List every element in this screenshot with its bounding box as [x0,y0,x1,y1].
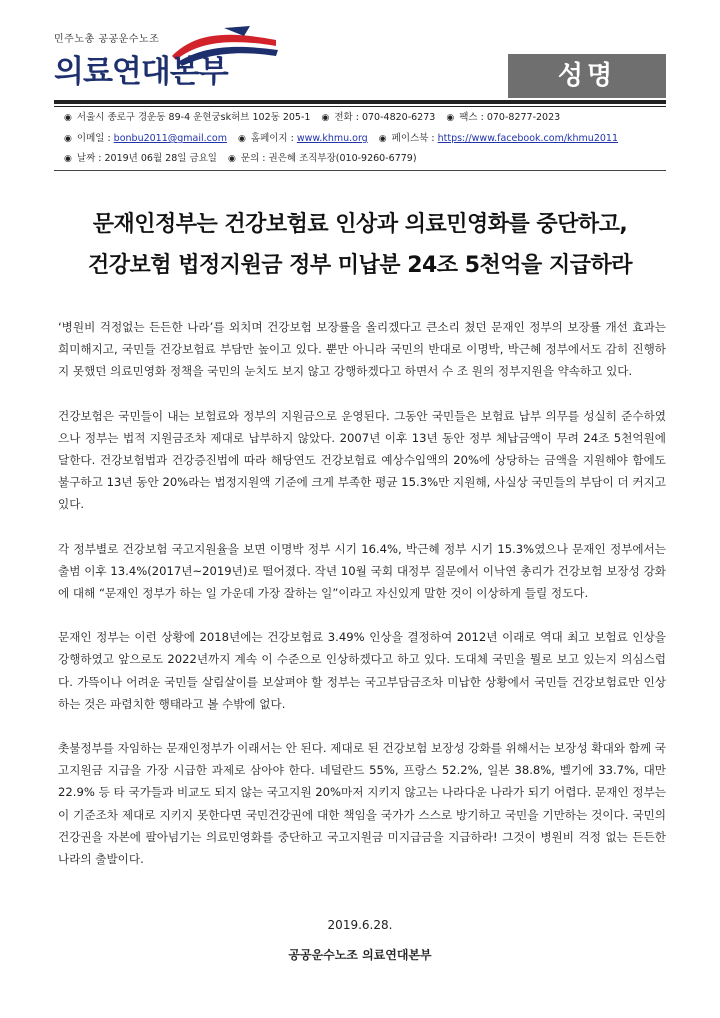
fax-label: 팩스 [459,112,478,123]
bullet-icon: ◉ [378,134,387,144]
date-label: 날짜 [76,153,96,164]
bullet-icon: ◉ [64,113,72,123]
statement-body [58,316,666,892]
bullet-icon: ◉ [238,134,246,144]
homepage-label: 홈페이지 [250,133,288,144]
statement-badge: 성명 [508,54,666,98]
bullet-icon: ◉ [64,134,72,144]
logo [54,26,254,96]
info-row-address: ◉ 서울시 종로구 경운동 89-4 운현궁sk허브 102동 205-1 ◉ 전화 : 070-4820-6273 ◉ 팩스 : 070-8277-2023 [64,112,561,123]
footer-date: 2019.6.28. [327,918,393,932]
info-row-contact: ◉ 이메일 : bonbu2011@gmail.com ◉ 홈페이지 : www.khmu.org ◉ 페이스북 : https://www.facebook.com/khmu2011 [64,133,618,144]
bullet-icon: ◉ [64,154,72,164]
bullet-icon: ◉ [228,154,236,164]
paragraph: 건강보험은 국민들이 내는 보험료와 정부의 지원금으로 운영된다. 그동안 국민들은 보험료 납부 의무를 성실히 준수하였으나 정부는 법적 지원금조차 제대로 납부하지 않았다. 2007년 이후 13년 동안 정부 체납금액이 무려 24조 5천억원에 달한다. 건강보험법과 건강증진법에 따라 해당연도 건강보험료 예상수입액의 20%에 상당하는 금액을 지원해야 함에도 불구하고 13년 동안 20%라는 법정지원액 기준에 크게 부족한 평균 15.3%만 지원해, 사실상 국민들의 부담이 더 커지고 있다. [58,408,666,512]
email-link[interactable]: bonbu2011@gmail.com [113,133,227,144]
info-divider [54,170,666,171]
header-divider [54,100,666,104]
bullet-icon: ◉ [446,113,455,123]
contact-label: 문의 [240,153,260,164]
paragraph: 각 정부별로 건강보험 국고지원율을 보면 이명박 정부 시기 16.4%, 박근혜 정부 시기 15.3%였으나 문재인 정부에서는 출범 이후 13.4%(2017년~2019년)로 떨어졌다. 작년 10월 국회 대정부 질문에서 이낙연 총리가 건강보험 보장성 강화에 대해 “문재인 정부가 하는 일 가운데 가장 잘하는 일”이라고 자신있게 말한 것이 이상하게 들릴 정도다. [58,541,666,601]
paragraph: 문재인 정부는 이런 상황에 2018년에는 건강보험료 3.49% 인상을 결정하여 2012년 이래로 역대 최고 보험료 인상을 강행하였고 앞으로도 2022년까지 계속 이 수준으로 인상하겠다고 하고 있다. 도대체 국민을 뭘로 보고 있는지 의심스럽다. 가뜩이나 어려운 국민들 살림살이를 보살펴야 할 정부는 국고부담금조차 미납한 상황에서 국민들 건강보험료만 인상하는 것은 파렴치한 행태라고 볼 수밖에 없다. [58,630,666,711]
footer-organization: 공공운수노조 의료연대본부 [288,948,432,962]
phone-label: 전화 [334,112,353,123]
fax-value: 070-8277-2023 [486,112,561,123]
facebook-label: 페이스북 [391,133,429,144]
homepage-link[interactable]: www.khmu.org [296,133,368,144]
headline-line-1: 문재인정부는 건강보험료 인상과 의료민영화를 중단하고, [92,212,628,237]
info-row-date: ◉ 날짜 : 2019년 06월 28일 금요일 ◉ 문의 : 권은혜 조직부장(010-9260-6779) [64,153,417,164]
address-value: 종로구 경운동 89-4 운현궁sk허브 102동 205-1 [107,112,311,123]
phone-value: 070-4820-6273 [361,112,436,123]
logo-title: 의료연대본부 [54,54,228,90]
paragraph: ‘병원비 걱정없는 든든한 나라’를 외치며 건강보험 보장률을 올리겠다고 큰소리 쳤던 문재인 정부의 보장률 개선 효과는 희미해지고, 국민들 건강보험료 부담만 높이고 있다. 뿐만 아니라 국민의 반대로 이명박, 박근혜 정부에서도 감히 진행하지 못했던 의료민영화 정책을 국민의 눈치도 보지 않고 강행하겠다고 하면서 수 조 원의 정부지원을 약속하고 있다. [58,320,666,379]
facebook-link[interactable]: https://www.facebook.com/khmu2011 [437,133,618,144]
paragraph: 촛불정부를 자임하는 문재인정부가 이래서는 안 된다. 제대로 된 건강보험 보장성 강화를 위해서는 보장성 확대와 함께 국고지원금 지급을 가장 시급한 과제로 삼아야 한다. 네덜란드 55%, 프랑스 52.2%, 일본 38.8%, 벨기에 33.7%, 대만 22.9% 등 타 국가들과 비교도 되지 않는 국고지원 20%마저 지키지 않고는 나라다운 나라가 되기 어렵다. 문재인 정부는 이 기준조차 제대로 지키지 못한다면 국민건강권에 대한 책임을 국가가 스스로 방기하고 국민을 기만하는 것이다. 국민의 건강권을 자본에 팔아넘기는 의료민영화를 중단하고 국고지원금 미지급금을 지급하라! 그것이 병원비 걱정 없는 든든한 나라의 출발이다. [58,741,666,867]
bullet-icon: ◉ [321,113,330,123]
date-value: 2019년 06월 28일 금요일 [104,153,217,164]
email-label: 이메일 [76,133,105,144]
logo-subtitle: 민주노총 공공운수노조 [54,34,160,45]
header-divider-thin [54,106,666,107]
address-label: 서울시 [76,112,105,123]
headline-line-2: 건강보험 법정지원금 정부 미납분 24조 5천억을 지급하라 [88,253,632,278]
contact-value: 권은혜 조직부장(010-9260-6779) [268,153,417,164]
